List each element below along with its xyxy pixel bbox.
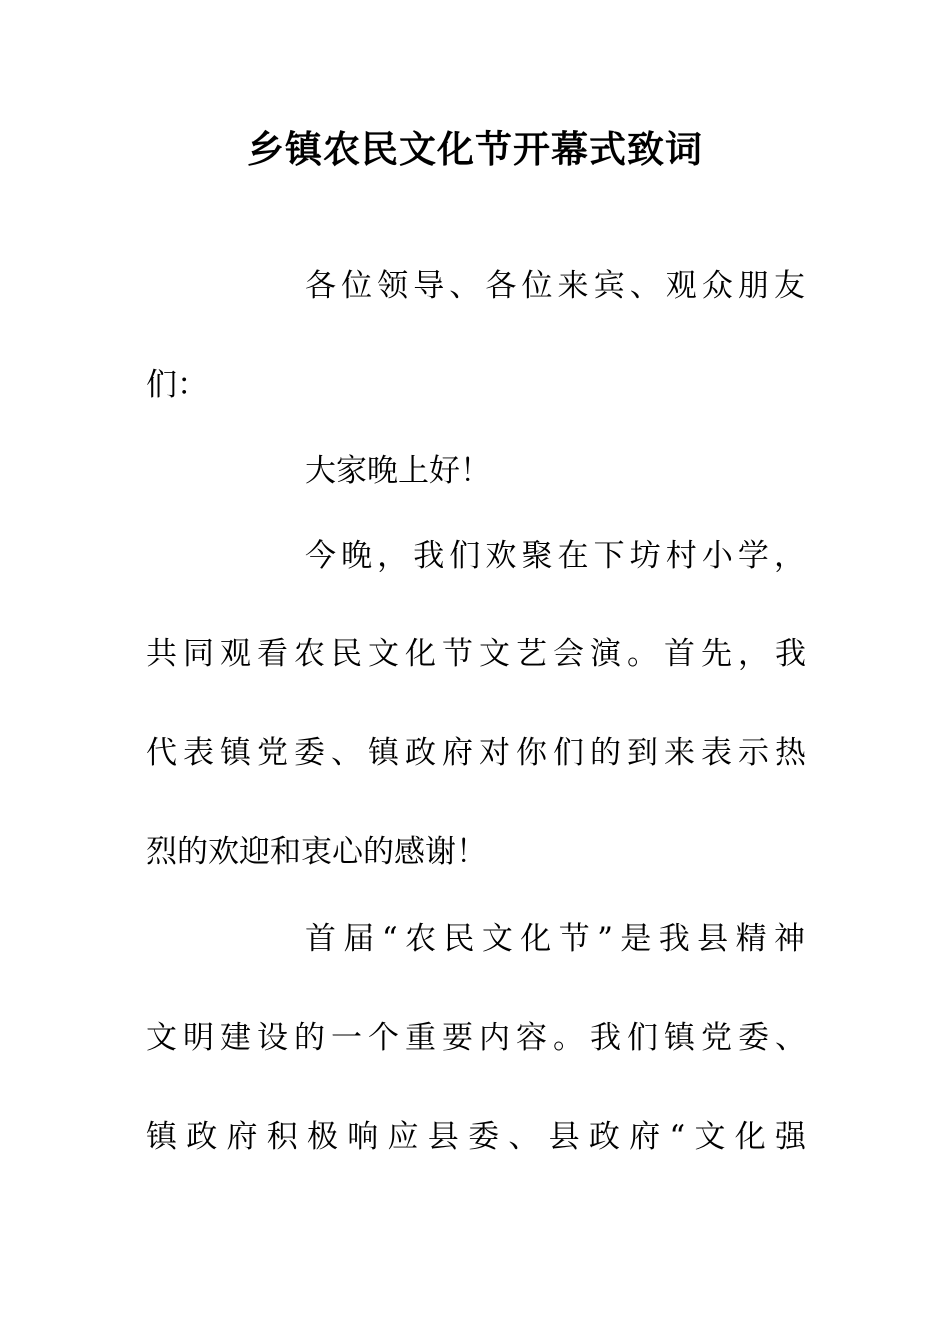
paragraph-1-line-2: 共同观看农民文化节文艺会演。首先，我 [146, 636, 806, 672]
paragraph-2-line-1: 首届“农民文化节”是我县精神 [305, 921, 805, 957]
salutation-line-2: 们： [146, 367, 208, 403]
paragraph-1-line-4: 烈的欢迎和衷心的感谢！ [146, 834, 487, 870]
paragraph-1-line-1: 今晚，我们欢聚在下坊村小学， [305, 538, 805, 574]
salutation-line-1: 各位领导、各位来宾、观众朋友 [305, 268, 805, 304]
greeting-line: 大家晚上好！ [305, 453, 491, 489]
paragraph-2-line-2: 文明建设的一个重要内容。我们镇党委、 [146, 1020, 806, 1056]
document-title: 乡镇农民文化节开幕式致词 [247, 128, 703, 171]
paragraph-2-line-3: 镇政府积极响应县委、县政府“文化强 [146, 1119, 806, 1155]
paragraph-1-line-3: 代表镇党委、镇政府对你们的到来表示热 [146, 735, 806, 771]
